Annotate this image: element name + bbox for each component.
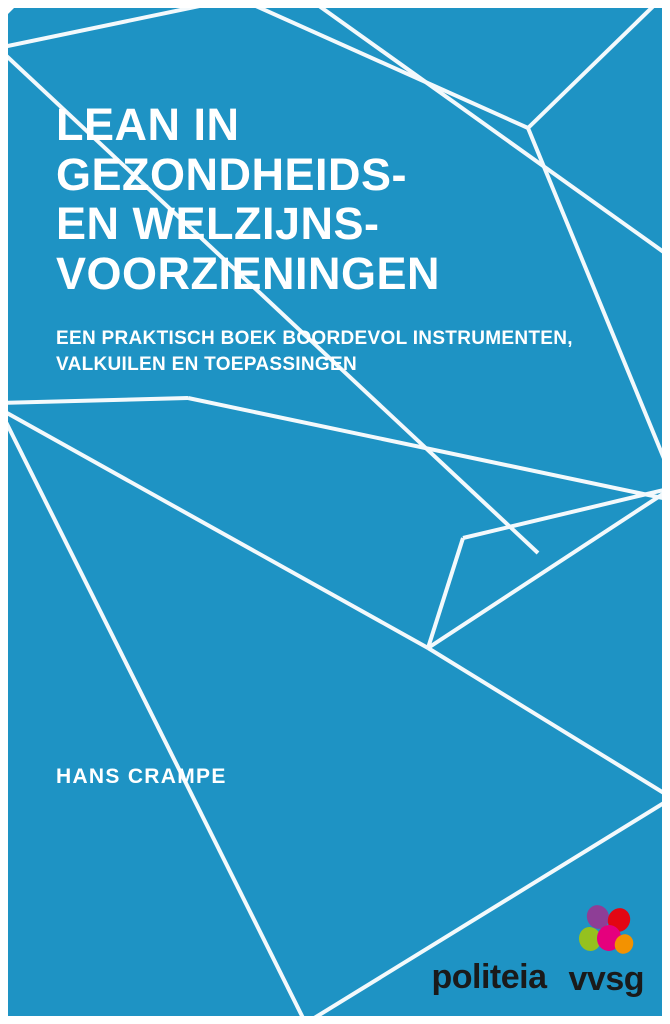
title-line-2: GEZONDHEIDS- <box>56 148 408 200</box>
subtitle-line-2: VALKUILEN EN TOEPASSINGEN <box>56 353 357 375</box>
corner-accent <box>0 0 22 22</box>
author-name: HANS CRAMPE <box>56 765 227 788</box>
title-line-4: VOORZIENINGEN <box>56 247 441 299</box>
cover-subtitle <box>56 326 636 377</box>
title-line-3: EN WELZIJNS- <box>56 198 380 249</box>
title-line-1: LEAN IN <box>56 99 240 150</box>
politeia-logo: politeia <box>431 958 547 996</box>
vvsg-butterfly-icon <box>575 904 637 960</box>
vvsg-logo <box>569 904 645 996</box>
subtitle-line-1: EEN PRAKTISCH BOEK BOORDEVOL INSTRUMENTEN, <box>56 328 573 349</box>
logo-group <box>431 904 644 996</box>
cover-title <box>56 100 616 298</box>
cover-background-panel <box>8 8 662 1016</box>
vvsg-wordmark: vvsg <box>568 960 644 998</box>
logo-band <box>0 906 670 1024</box>
